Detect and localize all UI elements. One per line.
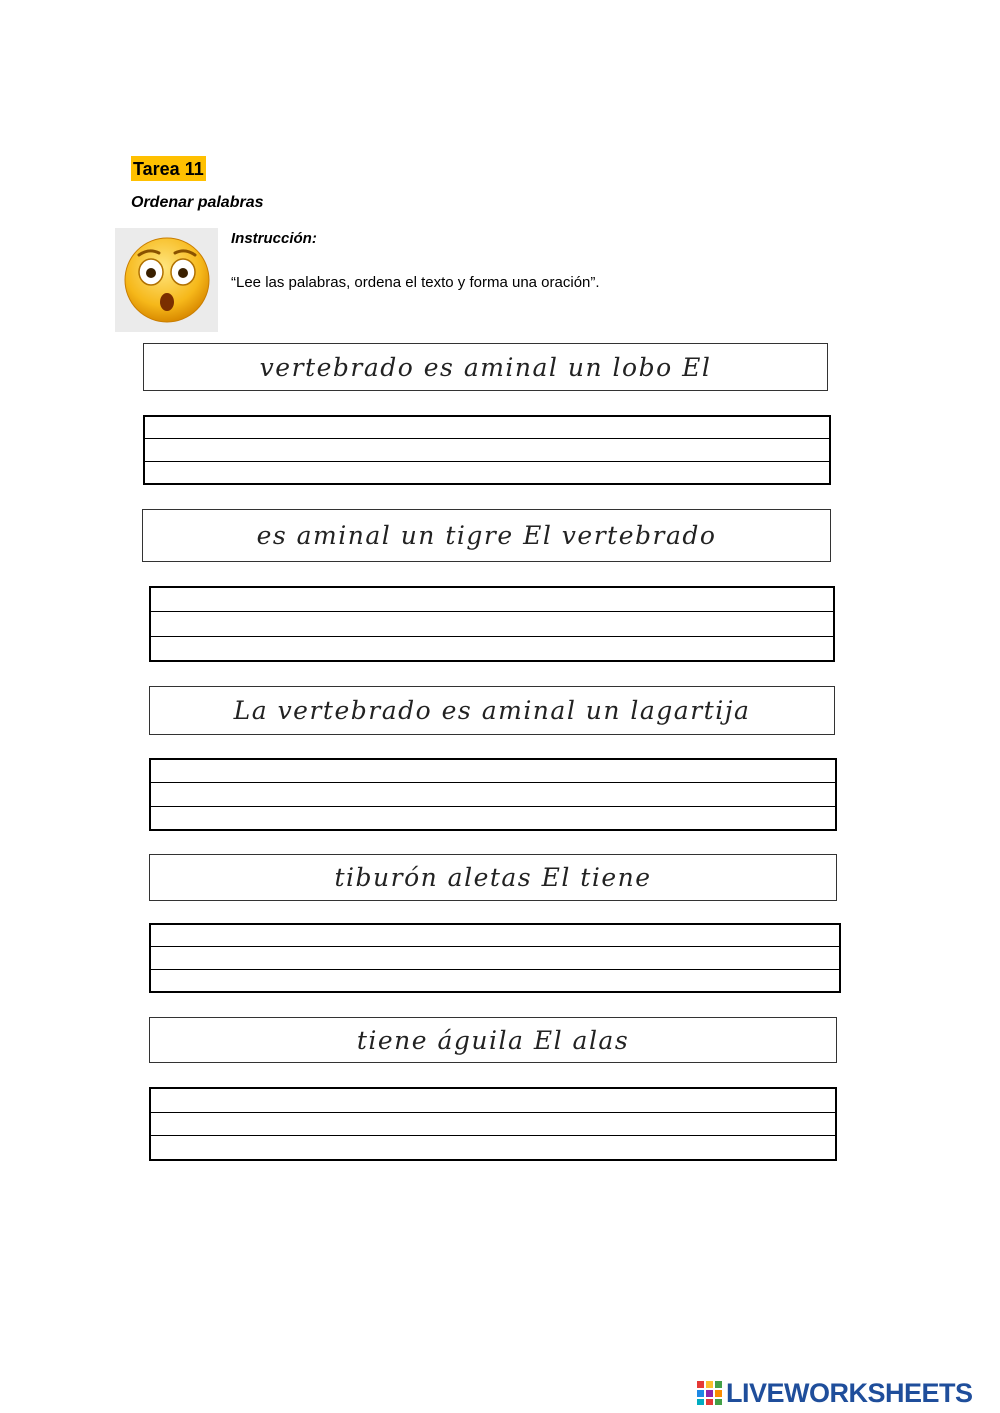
answer-line[interactable]: [151, 947, 839, 969]
word-box-1: vertebrado es aminal un lobo El: [143, 343, 828, 391]
subtitle: Ordenar palabras: [131, 194, 264, 211]
answer-line[interactable]: [151, 925, 839, 947]
liveworksheets-logo[interactable]: [697, 1378, 973, 1408]
word-box-3: La vertebrado es aminal un lagartija: [149, 686, 835, 735]
answer-line[interactable]: [151, 1113, 835, 1137]
answer-line[interactable]: [151, 588, 833, 612]
brand-text: LIVEWORKSHEETS: [726, 1377, 973, 1408]
answer-line[interactable]: [151, 970, 839, 991]
answer-line[interactable]: [145, 462, 829, 483]
answer-line[interactable]: [145, 439, 829, 461]
answer-lines-4[interactable]: [149, 923, 841, 993]
word-box-2: es aminal un tigre El vertebrado: [142, 509, 831, 562]
answer-line[interactable]: [151, 1136, 835, 1159]
answer-lines-1[interactable]: [143, 415, 831, 485]
logo-grid-icon: [697, 1381, 723, 1405]
word-box-5: tiene águila El alas: [149, 1017, 837, 1063]
instruction-label: Instrucción:: [231, 230, 317, 247]
word-box-4: tiburón aletas El tiene: [149, 854, 837, 901]
answer-lines-3[interactable]: [149, 758, 837, 831]
instruction-text: “Lee las palabras, ordena el texto y forma una oración”.: [231, 274, 600, 291]
answer-line[interactable]: [151, 760, 835, 783]
answer-line[interactable]: [151, 783, 835, 806]
task-title: Tarea 11: [131, 156, 206, 181]
answer-lines-2[interactable]: [149, 586, 835, 662]
answer-line[interactable]: [145, 417, 829, 439]
answer-line[interactable]: [151, 807, 835, 829]
answer-line[interactable]: [151, 637, 833, 660]
answer-lines-5[interactable]: [149, 1087, 837, 1161]
shocked-face-icon: [115, 228, 218, 332]
answer-line[interactable]: [151, 612, 833, 636]
answer-line[interactable]: [151, 1089, 835, 1113]
